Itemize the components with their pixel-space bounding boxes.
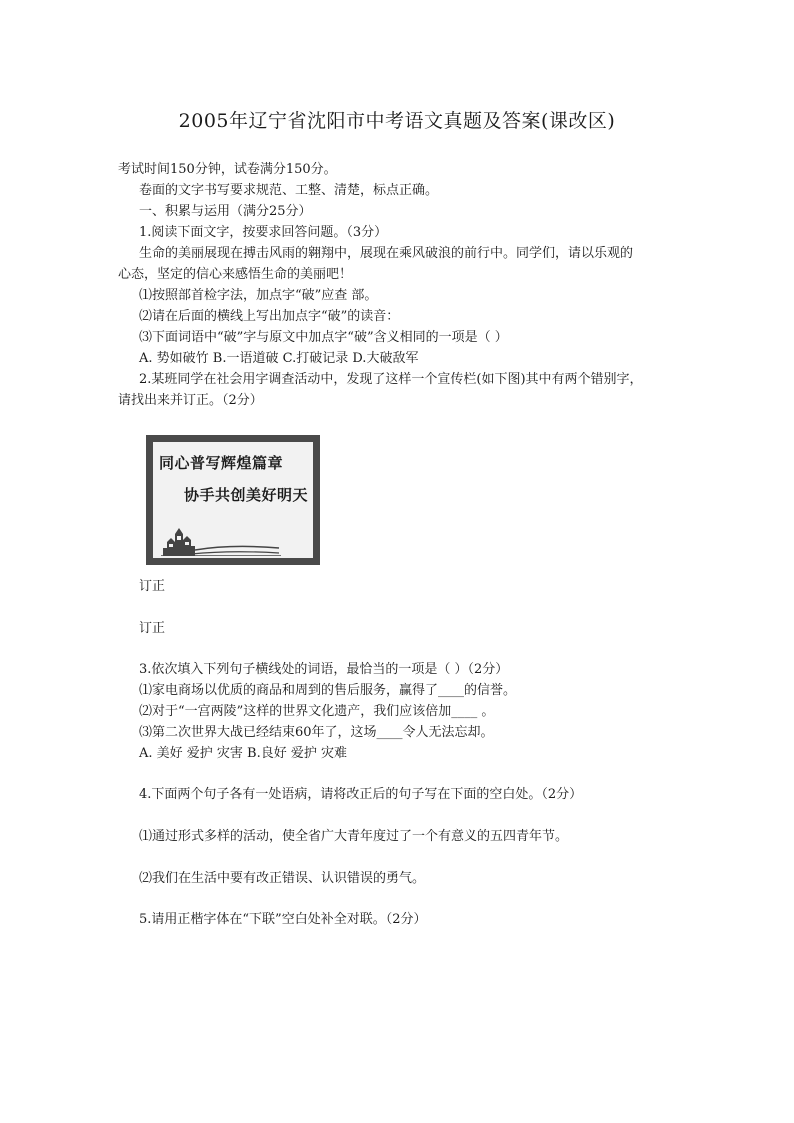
passage-line-2: 心态，坚定的信心来感悟生命的美丽吧！ bbox=[118, 267, 353, 282]
question-3: 3.依次填入下列句子横线处的词语，最恰当的一项是（ ）（2分） bbox=[139, 662, 509, 677]
section-heading: 一、积累与运用（满分25分） bbox=[139, 204, 312, 219]
poster-image bbox=[146, 435, 320, 565]
building-illustration-icon bbox=[161, 522, 281, 556]
document-title: 2005年辽宁省沈阳市中考语文真题及答案(课改区) bbox=[178, 110, 616, 132]
correction-1: 订正 bbox=[139, 579, 166, 594]
question-4-sentence-2: ⑵我们在生活中要有改正错误、认识错误的勇气。 bbox=[139, 871, 426, 886]
question-3-sentence-2: ⑵对于“一宫两陵”这样的世界文化遗产，我们应该倍加____ 。 bbox=[139, 704, 495, 719]
question-1: 1.阅读下面文字，按要求回答问题。（3分） bbox=[139, 225, 388, 240]
question-1-part-3: ⑶下面词语中“破”字与原文中加点字“破”含义相同的一项是（ ） bbox=[139, 330, 508, 345]
question-1-part-2: ⑵请在后面的横线上写出加点字“破”的读音： bbox=[139, 309, 400, 324]
poster-line-2: 协手共创美好明天 bbox=[184, 486, 309, 504]
question-2: 2.某班同学在社会用字调查活动中，发现了这样一个宣传栏(如下图)其中有两个错别字， bbox=[139, 372, 643, 387]
question-3-sentence-1: ⑴家电商场以优质的商品和周到的售后服务，赢得了____的信誉。 bbox=[139, 683, 517, 698]
question-1-part-1: ⑴按照部首检字法，加点字“破”应查 部。 bbox=[139, 288, 378, 303]
question-2-continued: 请找出来并订正。（2分） bbox=[118, 393, 263, 408]
correction-2: 订正 bbox=[139, 621, 166, 636]
question-3-options: A. 美好 爱护 灾害 B.良好 爱护 灾难 bbox=[139, 746, 348, 761]
question-1-options: A. 势如破竹 B.一语道破 C.打破记录 D.大破敌军 bbox=[139, 351, 419, 366]
question-5: 5.请用正楷字体在“下联”空白处补全对联。（2分） bbox=[139, 912, 427, 927]
passage-line-1: 生命的美丽展现在搏击风雨的翱翔中，展现在乘风破浪的前行中。同学们，请以乐观的 bbox=[139, 246, 634, 261]
writing-requirement: 卷面的文字书写要求规范、工整、清楚，标点正确。 bbox=[139, 183, 439, 198]
question-3-sentence-3: ⑶第二次世界大战已经结束60年了，这场____令人无法忘却。 bbox=[139, 725, 494, 740]
question-4-sentence-1: ⑴通过形式多样的活动，使全省广大青年度过了一个有意义的五四青年节。 bbox=[139, 829, 569, 844]
question-4: 4.下面两个句子各有一处语病，请将改正后的句子写在下面的空白处。（2分） bbox=[139, 787, 583, 802]
poster-line-1: 同心普写辉煌篇章 bbox=[159, 454, 284, 472]
exam-info: 考试时间150分钟，试卷满分150分。 bbox=[118, 162, 337, 177]
